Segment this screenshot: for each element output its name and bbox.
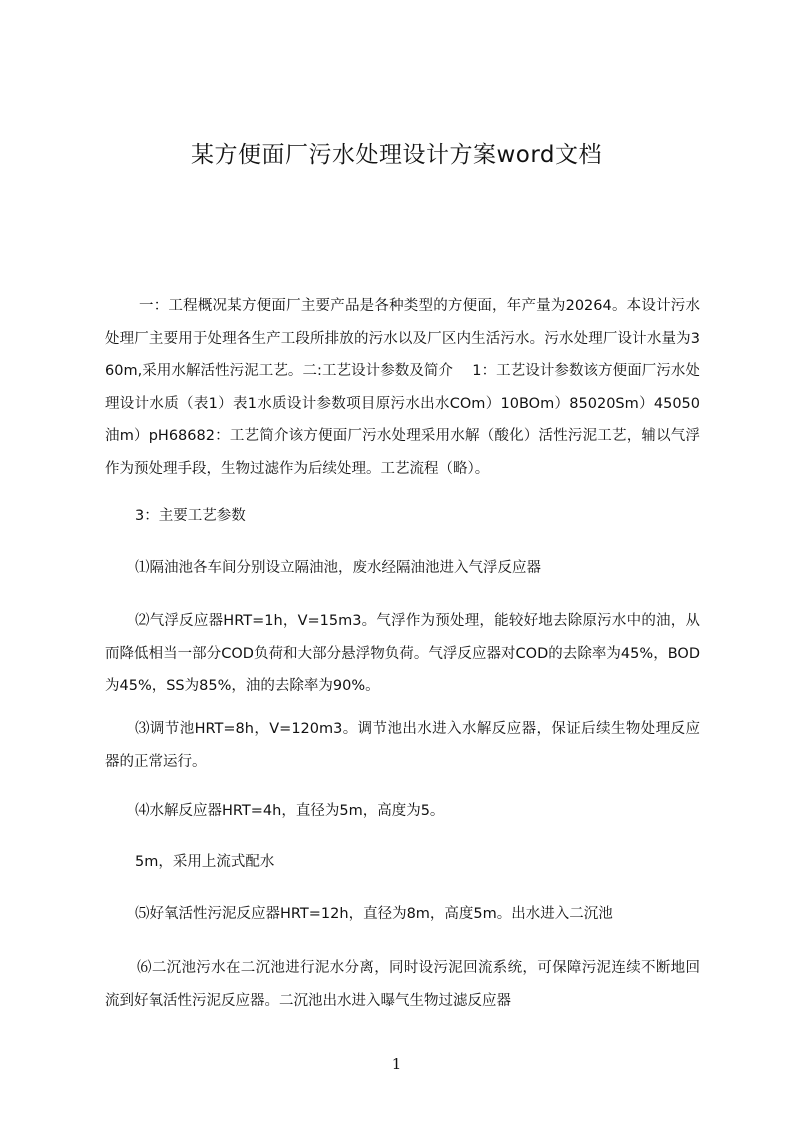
document-title: 某方便面厂污水处理设计方案word文档 (190, 142, 603, 168)
paragraph-overview: 一：工程概况某方便面厂主要产品是各种类型的方便面，年产量为20264。本设计污水处理厂主要用于处理各生产工段所排放的污水以及厂区内生活污水。污水处理厂设计水量为360m,采用水解活性污泥工艺。二:工艺设计参数及简介 1：工艺设计参数该方便面厂污水处理设计水质（表1）表1水质设计参数项目原污水出水COm）10BOm）85020Sm）45050油m）pH68682：工艺简介该方便面厂污水处理采用水解（酸化）活性污泥工艺，辅以气浮作为预处理手段，生物过滤作为后续处理。工艺流程（略）。 (105, 298, 700, 477)
paragraph-oil-separator: ⑴隔油池各车间分别设立隔油池，废水经隔油池进入气浮反应器 (135, 560, 541, 576)
page-number: 1 (391, 1055, 402, 1073)
paragraph-flotation-reactor: ⑵气浮反应器HRT=1h，V=15m3。气浮作为预处理，能较好地去除原污水中的油，从而降低相当一部分COD负荷和大部分悬浮物负荷。气浮反应器对COD的去除率为45%，BOD为45%，SS为85%，油的去除率为90%。 (105, 613, 700, 694)
paragraph-upflow-distribution: 5m，采用上流式配水 (135, 854, 275, 870)
paragraph-process-parameters-heading: 3：主要工艺参数 (135, 508, 246, 524)
paragraph-secondary-clarifier: ⑹二沉池污水在二沉池进行泥水分离，同时设污泥回流系统，可保障污泥连续不断地回流到好氧活性污泥反应器。二沉池出水进入曝气生物过滤反应器 (105, 960, 700, 1009)
paragraph-regulating-tank: ⑶调节池HRT=8h，V=120m3。调节池出水进入水解反应器，保证后续生物处理反应器的正常运行。 (105, 721, 700, 770)
paragraph-aerobic-reactor: ⑸好氧活性污泥反应器HRT=12h，直径为8m，高度5m。出水进入二沉池 (135, 906, 613, 922)
paragraph-hydrolysis-reactor: ⑷水解反应器HRT=4h，直径为5m，高度为5。 (135, 803, 445, 819)
